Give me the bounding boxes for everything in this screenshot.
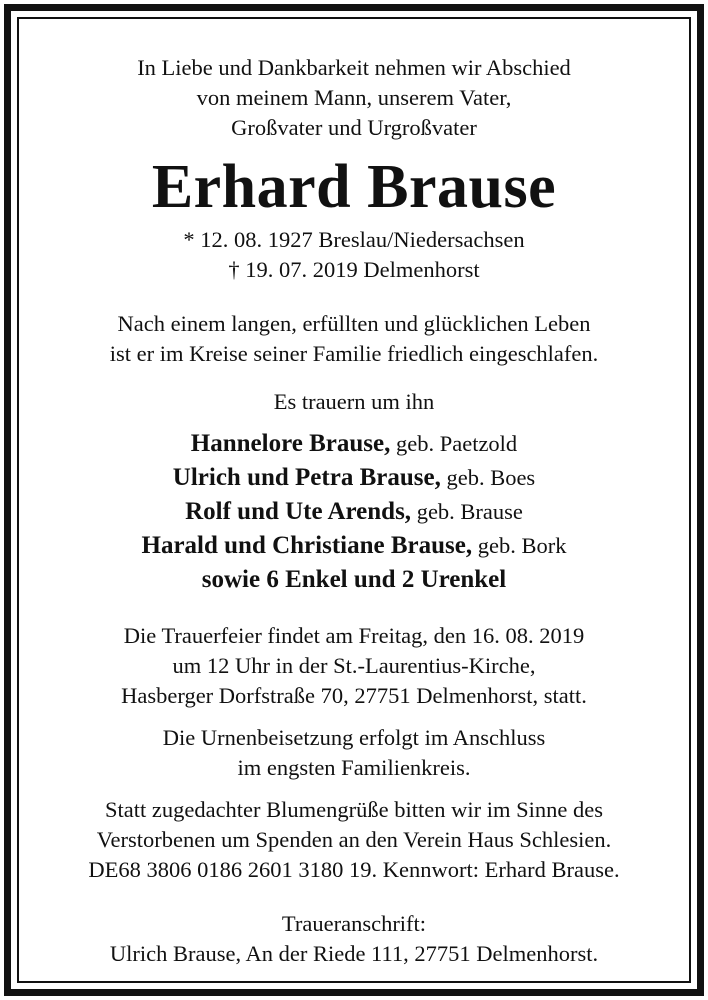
obituary-inner-border bbox=[17, 17, 691, 983]
mourner-entry bbox=[19, 563, 689, 597]
deceased-name: Erhard Brause bbox=[151, 153, 557, 221]
mourner-name: sowie 6 Enkel und 2 Urenkel bbox=[201, 566, 507, 593]
mourner-name: Harald und Christiane Brause, bbox=[141, 532, 473, 559]
intro-line: von meinem Mann, unserem Vater, bbox=[196, 85, 512, 110]
mourner-nee: geb. Brause bbox=[416, 499, 523, 524]
mourner-entry bbox=[19, 427, 689, 461]
statement-text bbox=[19, 309, 689, 369]
mourner-entry bbox=[19, 495, 689, 529]
ceremony-line: Die Trauerfeier findet am Freitag, den 16. 08. 2019 bbox=[123, 623, 585, 648]
intro-line: Großvater und Urgroßvater bbox=[231, 115, 477, 140]
mourner-nee: geb. Paetzold bbox=[395, 431, 518, 456]
donation-line: DE68 3806 0186 2601 3180 19. Kennwort: Erhard Brause. bbox=[88, 857, 620, 882]
address-label: Traueranschrift: bbox=[281, 911, 427, 936]
mourning-intro bbox=[19, 387, 689, 417]
ceremony-line: Hasberger Dorfstraße 70, 27751 Delmenhorst, statt. bbox=[121, 683, 587, 708]
obituary-content bbox=[19, 53, 689, 969]
donation-line: Verstorbenen um Spenden an den Verein Haus Schlesien. bbox=[96, 827, 612, 852]
ceremony-line: um 12 Uhr in der St.-Laurentius-Kirche, bbox=[172, 653, 536, 678]
mourning-intro-line: Es trauern um ihn bbox=[273, 389, 435, 414]
intro-text bbox=[19, 53, 689, 143]
address-text: Ulrich Brause, An der Riede 111, 27751 Delmenhorst. bbox=[109, 941, 599, 966]
donation-text bbox=[19, 795, 689, 885]
death-line: † 19. 07. 2019 Delmenhorst bbox=[228, 257, 480, 282]
statement-line: Nach einem langen, erfüllten und glücklichen Leben bbox=[117, 311, 591, 336]
mourner-name: Ulrich und Petra Brause, bbox=[172, 464, 441, 491]
mourner-nee: geb. Boes bbox=[446, 465, 536, 490]
mourner-entry bbox=[19, 529, 689, 563]
burial-line: Die Urnenbeisetzung erfolgt im Anschluss bbox=[162, 725, 546, 750]
burial-text bbox=[19, 723, 689, 783]
birth-line: * 12. 08. 1927 Breslau/Niedersachsen bbox=[183, 227, 525, 252]
ceremony-text bbox=[19, 621, 689, 711]
burial-line: im engsten Familienkreis. bbox=[237, 755, 471, 780]
mourners-list bbox=[19, 427, 689, 597]
intro-line: In Liebe und Dankbarkeit nehmen wir Abschied bbox=[137, 55, 571, 80]
mourner-entry bbox=[19, 461, 689, 495]
mourning-address bbox=[19, 909, 689, 969]
mourner-nee: geb. Bork bbox=[477, 533, 567, 558]
mourner-name: Hannelore Brause, bbox=[190, 430, 391, 457]
donation-line: Statt zugedachter Blumengrüße bitten wir im Sinne des bbox=[104, 797, 603, 822]
obituary-frame bbox=[4, 4, 704, 996]
life-dates bbox=[19, 225, 689, 285]
mourner-name: Rolf und Ute Arends, bbox=[185, 498, 412, 525]
statement-line: ist er im Kreise seiner Familie friedlich eingeschlafen. bbox=[109, 341, 599, 366]
